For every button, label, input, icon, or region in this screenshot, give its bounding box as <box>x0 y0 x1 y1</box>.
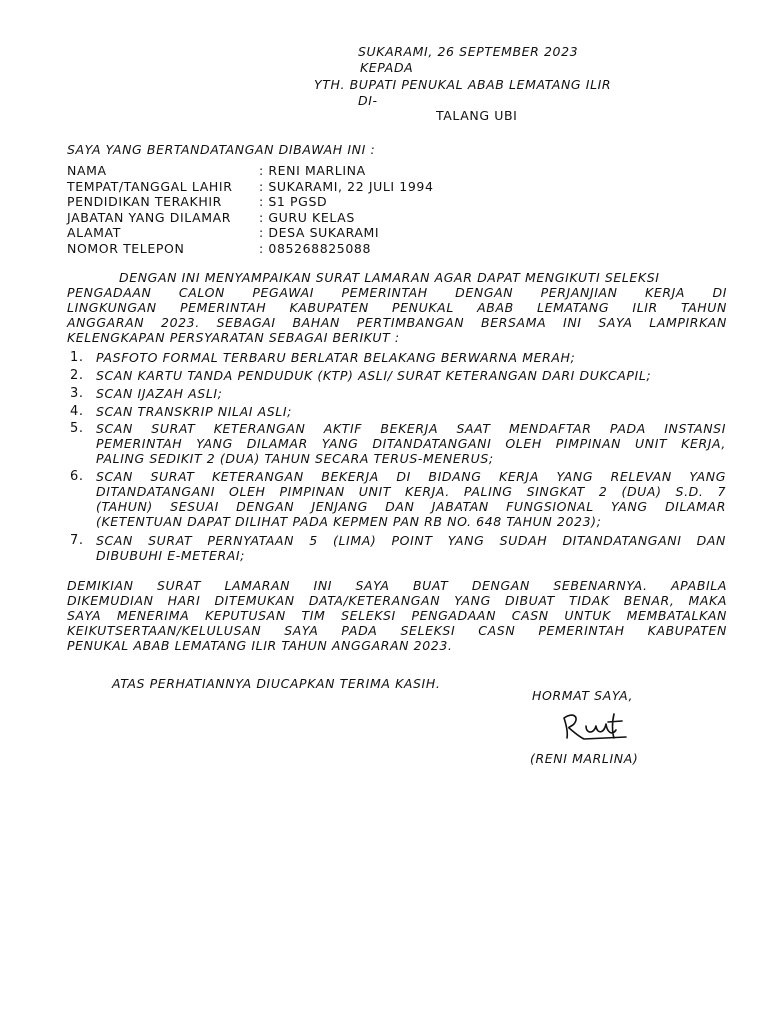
field-label: PENDIDIKAN TERAKHIR <box>67 194 222 209</box>
field-value: : RENI MARLINA <box>259 163 366 178</box>
paragraph-line: PENUKAL ABAB LEMATANG ILIR TAHUN ANGGARAN 2023. <box>67 638 453 653</box>
list-text: PASFOTO FORMAL TERBARU BERLATAR BELAKANG BERWARNA MERAH; <box>96 350 576 365</box>
field-label: NAMA <box>67 163 107 178</box>
list-number: 6. <box>70 469 84 484</box>
list-item <box>70 404 726 419</box>
list-item <box>70 368 726 383</box>
list-text: SCAN IJAZAH ASLI; <box>96 386 223 401</box>
field-value: : 085268825088 <box>259 240 372 256</box>
paragraph-line: KELENGKAPAN PERSYARATAN SEBAGAI BERIKUT : <box>67 330 400 345</box>
field-label: NOMOR TELEPON <box>67 240 185 256</box>
list-item <box>70 533 726 563</box>
list-text: PALING SEDIKIT 2 (DUA) TAHUN SECARA TERUS-MENERUS; <box>96 451 494 466</box>
list-text: SCAN TRANSKRIP NILAI ASLI; <box>96 404 292 419</box>
paragraph-line: SAYA MENERIMA KEPUTUSAN TIM SELEKSI PENGADAAN CASN UNTUK MEMBATALKAN <box>67 608 727 623</box>
list-text: SCAN KARTU TANDA PENDUDUK (KTP) ASLI/ SURAT KETERANGAN DARI DUKCAPIL; <box>96 368 652 383</box>
list-number: 7. <box>70 533 84 548</box>
list-item <box>70 350 726 365</box>
recipient-di: DI- <box>358 93 378 108</box>
field-label: JABATAN YANG DILAMAR <box>67 209 232 225</box>
paragraph-line: DEMIKIAN SURAT LAMARAN INI SAYA BUAT DENGAN SEBENARNYA. APABILA <box>67 578 727 593</box>
list-text: DITANDATANGANI OLEH PIMPINAN UNIT KERJA. PALING SINGKAT 2 (DUA) S.D. 7 <box>96 484 726 499</box>
field-value: : GURU KELAS <box>259 209 355 225</box>
intro-paragraph <box>67 270 727 345</box>
closing-line: ATAS PERHATIANNYA DIUCAPKAN TERIMA KASIH. <box>112 676 441 691</box>
field-label: TEMPAT/TANGGAL LAHIR <box>67 178 233 194</box>
kepada-label: KEPADA <box>360 60 414 75</box>
list-number: 5. <box>70 421 84 436</box>
list-number: 4. <box>70 404 84 419</box>
list-number: 3. <box>70 386 84 401</box>
list-text: SCAN SURAT PERNYATAAN 5 (LIMA) POINT YANG SUDAH DITANDATANGANI DAN <box>96 533 726 548</box>
recipient-city: TALANG UBI <box>436 108 518 123</box>
field-value: : DESA SUKARAMI <box>259 225 380 240</box>
letter-date: SUKARAMI, 26 SEPTEMBER 2023 <box>358 44 579 59</box>
list-text: PEMERINTAH YANG DILAMAR YANG DITANDATANGANI OLEH PIMPINAN UNIT KERJA, <box>96 436 726 451</box>
recipient-line: YTH. BUPATI PENUKAL ABAB LEMATANG ILIR <box>314 77 612 92</box>
signer-name: (RENI MARLINA) <box>530 751 639 766</box>
list-item <box>70 386 726 401</box>
list-text: (TAHUN) SESUAI DENGAN JENJANG DAN JABATAN FUNGSIONAL YANG DILAMAR <box>96 499 726 514</box>
paragraph-line: PENGADAAN CALON PEGAWAI PEMERINTAH DENGAN PERJANJIAN KERJA DI <box>67 285 727 300</box>
requirements-list <box>70 350 726 563</box>
list-text: (KETENTUAN DAPAT DILIHAT PADA KEPMEN PAN RB NO. 648 TAHUN 2023); <box>96 514 602 529</box>
paragraph-line: LINGKUNGAN PEMERINTAH KABUPATEN PENUKAL ABAB LEMATANG ILIR TAHUN <box>67 300 727 315</box>
list-item <box>70 469 726 529</box>
list-number: 2. <box>70 368 84 383</box>
list-text: DIBUBUHI E-METERAI; <box>96 548 245 563</box>
field-value: : SUKARAMI, 22 JULI 1994 <box>259 178 434 194</box>
paragraph-line: DIKEMUDIAN HARI DITEMUKAN DATA/KETERANGAN YANG DIBUAT TIDAK BENAR, MAKA <box>67 593 727 608</box>
list-number: 1. <box>70 350 84 365</box>
opening-line: SAYA YANG BERTANDATANGAN DIBAWAH INI : <box>67 142 376 157</box>
paragraph-line: ANGGARAN 2023. SEBAGAI BAHAN PERTIMBANGAN BERSAMA INI SAYA LAMPIRKAN <box>67 315 727 330</box>
paragraph-line: DENGAN INI MENYAMPAIKAN SURAT LAMARAN AGAR DAPAT MENGIKUTI SELEKSI <box>119 270 660 285</box>
paragraph-line: KEIKUTSERTAAN/KELULUSAN SAYA PADA SELEKSI CASN PEMERINTAH KABUPATEN <box>67 623 727 638</box>
field-label: ALAMAT <box>67 225 121 240</box>
regards-line: HORMAT SAYA, <box>532 688 634 703</box>
list-item <box>70 421 726 466</box>
list-text: SCAN SURAT KETERANGAN BEKERJA DI BIDANG KERJA YANG RELEVAN YANG <box>96 469 726 484</box>
statement-paragraph <box>67 578 727 653</box>
handwritten-signature <box>556 706 636 746</box>
field-value: : S1 PGSD <box>259 194 328 209</box>
list-text: SCAN SURAT KETERANGAN AKTIF BEKERJA SAAT MENDAFTAR PADA INSTANSI <box>96 421 726 436</box>
